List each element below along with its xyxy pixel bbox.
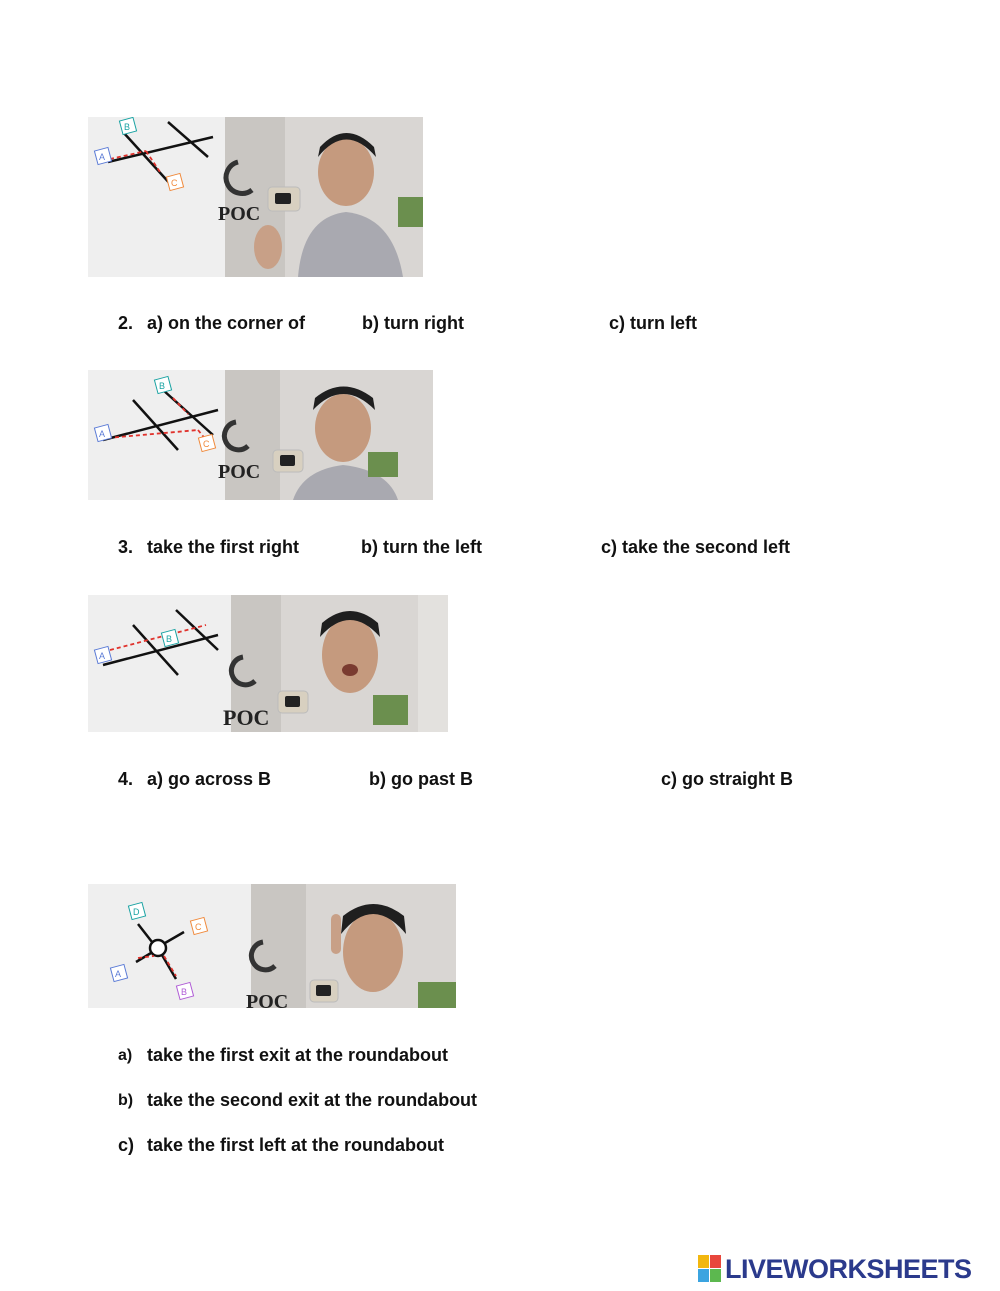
label-a — [94, 424, 111, 441]
label-a — [110, 964, 127, 981]
q2-number: 2. — [118, 313, 134, 333]
q4-option-c[interactable]: c) go straight B — [661, 769, 794, 789]
svg-text:B: B — [181, 987, 188, 997]
q3-number: 3. — [118, 537, 134, 557]
svg-text:C: C — [203, 439, 210, 449]
liveworksheets-logo[interactable] — [698, 1252, 972, 1286]
label-a — [94, 147, 111, 164]
svg-text:A: A — [99, 429, 106, 439]
q3-option-a[interactable]: take the first right — [147, 537, 300, 557]
svg-text:B: B — [124, 122, 131, 132]
q5-option-c-letter: c) — [118, 1135, 135, 1155]
label-c — [198, 434, 215, 451]
liveworksheets-wordmark: LIVEWORKSHEETS — [725, 1253, 972, 1284]
q5-still-svg — [88, 884, 456, 1008]
q5-option-b-text: take the second exit at the roundabout — [147, 1090, 478, 1110]
q5-option-b-letter: b) — [118, 1092, 134, 1109]
svg-text:POC: POC — [223, 705, 270, 730]
svg-text:B: B — [166, 634, 173, 644]
q3-option-b[interactable]: b) turn the left — [361, 537, 482, 557]
q5-video-still — [88, 884, 456, 1008]
svg-text:A: A — [99, 651, 106, 661]
label-c — [166, 173, 183, 190]
q3-option-c[interactable]: c) take the second left — [601, 537, 791, 557]
label-a — [94, 646, 111, 663]
q4-video-still — [88, 595, 448, 732]
q5-option-c-text: take the first left at the roundabout — [147, 1135, 445, 1155]
q2-option-b[interactable]: b) turn right — [362, 313, 464, 333]
q2-option-c[interactable]: c) turn left — [609, 313, 697, 333]
q2-video-still — [88, 117, 423, 277]
svg-text:D: D — [133, 907, 140, 917]
q2-still-svg — [88, 117, 423, 277]
label-d — [128, 902, 145, 919]
liveworksheets-mark-icon — [698, 1255, 722, 1283]
q2-option-a[interactable]: a) on the corner of — [147, 313, 306, 333]
q3-still-svg — [88, 370, 433, 500]
svg-text:C: C — [171, 178, 178, 188]
svg-text:B: B — [159, 381, 166, 391]
svg-text:POC: POC — [218, 203, 261, 225]
label-b — [176, 982, 193, 999]
q4-option-a[interactable]: a) go across B — [147, 769, 272, 789]
svg-text:A: A — [99, 152, 106, 162]
svg-text:POC: POC — [218, 461, 261, 483]
label-b — [154, 376, 171, 393]
label-b — [161, 629, 178, 646]
q4-option-b[interactable]: b) go past B — [369, 769, 473, 789]
svg-text:POC: POC — [246, 991, 289, 1008]
label-c — [190, 917, 207, 934]
q3-video-still — [88, 370, 433, 500]
q5-option-a-letter: a) — [118, 1047, 133, 1064]
q5-option-a-text: take the first exit at the roundabout — [147, 1045, 449, 1065]
q4-number: 4. — [118, 769, 134, 789]
q4-still-svg — [88, 595, 448, 732]
svg-text:C: C — [195, 922, 202, 932]
label-b — [119, 117, 136, 134]
svg-text:A: A — [115, 969, 122, 979]
